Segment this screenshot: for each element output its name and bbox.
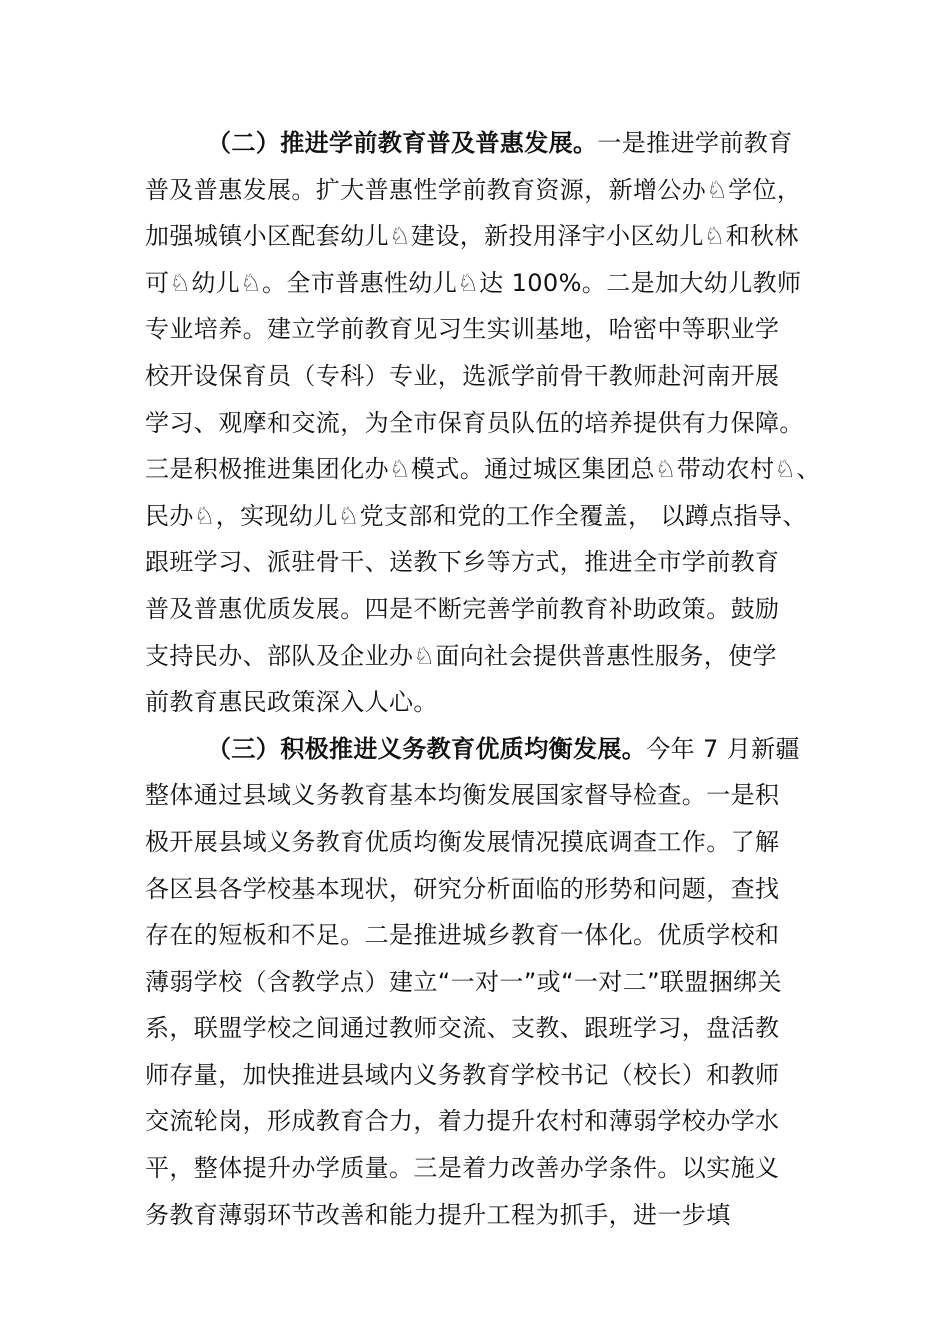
paragraph-line: 加强城镇小区配套幼儿♘建设，新投用泽宇小区幼儿♘和秋林 — [145, 222, 799, 251]
paragraph-line: 交流轮岗，形成教育合力，着力提升农村和薄弱学校办学水 — [145, 1107, 780, 1136]
section2-heading: （二）推进学前教育普及普惠发展。 — [207, 129, 598, 157]
paragraph-line: 可♘幼儿♘。全市普惠性幼儿♘达 100%。二是加大幼儿教师 — [145, 268, 802, 297]
paragraph-line: 前教育惠民政策深入人心。 — [145, 688, 438, 717]
paragraph-line: 务教育薄弱环节改善和能力提升工程为抓手，进一步填 — [145, 1200, 731, 1229]
paragraph-line: 各区县各学校基本现状，研究分析面临的形势和问题，查找 — [145, 874, 780, 903]
paragraph-line: 平，整体提升办学质量。三是着力改善办学条件。以实施义 — [145, 1154, 780, 1183]
paragraph-line: 学习、观摩和交流，为全市保育员队伍的培养提供有力保障。 — [145, 408, 804, 437]
paragraph-line: 存在的短板和不足。二是推进城乡教育一体化。优质学校和 — [145, 921, 780, 950]
paragraph-line: 整体通过县域义务教育基本均衡发展国家督导检查。一是积 — [145, 781, 780, 810]
paragraph-line: 极开展县域义务教育优质均衡发展情况摸底调查工作。了解 — [145, 827, 780, 856]
section3-first-line-text: 今年 7 月新疆 — [646, 734, 800, 763]
document-body — [145, 120, 821, 1238]
paragraph-line: 系，联盟学校之间通过教师交流、支教、跟班学习，盘活教 — [145, 1014, 780, 1043]
section3-heading: （三）积极推进义务教育优质均衡发展。 — [207, 734, 647, 763]
section2-first-line-text: 一是推进学前教育 — [597, 129, 793, 157]
paragraph-line: 师存量，加快推进县域内义务教育学校书记（校长）和教师 — [145, 1060, 780, 1089]
paragraph-line: 普及普惠优质发展。四是不断完善学前教育补助政策。鼓励 — [145, 594, 780, 623]
section3-first-line — [145, 726, 815, 773]
paragraph-line: 普及普惠发展。扩大普惠性学前教育资源，新增公办♘学位， — [145, 175, 802, 204]
section2-first-line — [145, 120, 815, 167]
paragraph-line: 支持民办、部队及企业办♘面向社会提供普惠性服务，使学 — [145, 641, 777, 670]
paragraph-line: 薄弱学校（含教学点）建立“一对一”或“一对二”联盟捆绑关 — [145, 967, 782, 996]
paragraph-line: 民办♘，实现幼儿♘党支部和党的工作全覆盖， 以蹲点指导、 — [145, 501, 807, 530]
paragraph-line: 跟班学习、派驻骨干、送教下乡等方式，推进全市学前教育 — [145, 548, 780, 577]
paragraph-line: 专业培养。建立学前教育见习生实训基地，哈密中等职业学 — [145, 315, 780, 344]
paragraph-line: 校开设保育员（专科）专业，选派学前骨干教师赴河南开展 — [145, 361, 780, 390]
paragraph-line: 三是积极推进集团化办♘模式。通过城区集团总♘带动农村♘、 — [145, 455, 821, 484]
